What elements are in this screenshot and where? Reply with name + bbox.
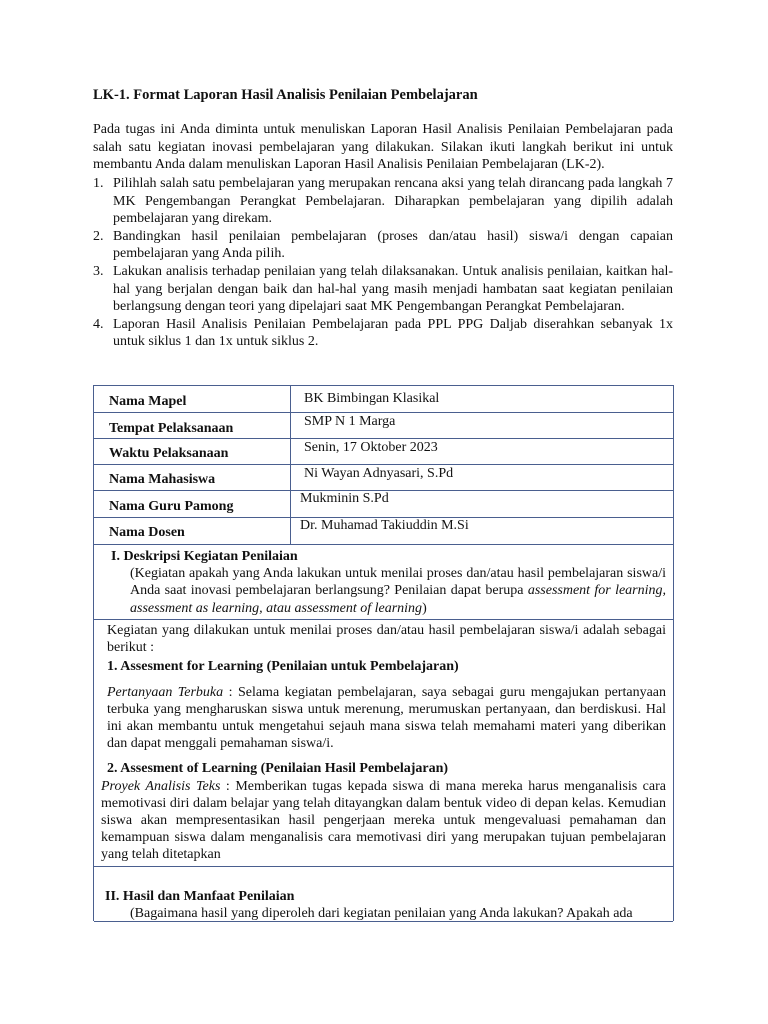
answer-intro: Kegiatan yang dilakukan untuk menilai proses dan/atau hasil pembelajaran siswa/i adalah sebagai berikut : xyxy=(107,623,666,656)
step-item xyxy=(93,263,673,316)
info-row-mahasiswa xyxy=(94,465,673,491)
info-value: SMP N 1 Marga xyxy=(304,414,396,429)
step-text: Pilihlah salah satu pembelajaran yang merupakan rencana aksi yang telah dirancang pada langkah 7 MK Pengembangan Perangkat Pembelajaran. Diharapkan pembelajaran yang dipilih adalah pembelajaran yang direkam. xyxy=(113,176,673,227)
info-label: Nama Dosen xyxy=(109,525,185,540)
section1-heading: I. Deskripsi Kegiatan Penilaian xyxy=(111,549,298,564)
step-number: 1. xyxy=(93,176,104,191)
assessment-for-learning-heading: 1. Assesment for Learning (Penilaian untuk Pembelajaran) xyxy=(107,659,459,675)
info-value: Ni Wayan Adnyasari, S.Pd xyxy=(304,466,454,481)
section1-answer-cell xyxy=(94,620,673,867)
steps-list xyxy=(93,175,673,351)
section2-cell xyxy=(94,867,673,922)
info-label: Nama Mahasiswa xyxy=(109,472,216,487)
step-item xyxy=(93,316,673,351)
section1-prompt: (Kegiatan apakah yang Anda lakukan untuk menilai proses dan/atau hasil pembelajaran siswa/i Anda saat inovasi pembelajaran berlangsung? Penilaian dapat berupa assessment for learning, assessment as learning, atau assessment of learning) xyxy=(130,566,667,616)
report-table xyxy=(93,385,674,921)
step-item xyxy=(93,175,673,228)
info-row-pamong xyxy=(94,491,673,518)
info-value: Dr. Muhamad Takiuddin M.Si xyxy=(300,518,469,533)
info-label: Tempat Pelaksanaan xyxy=(109,421,234,436)
section2-prompt: (Bagaimana hasil yang diperoleh dari kegiatan penilaian yang Anda lakukan? Apakah ada xyxy=(130,906,633,922)
info-value: BK Bimbingan Klasikal xyxy=(304,391,440,406)
assessment-of-learning-heading: 2. Assesment of Learning (Penilaian Hasil Pembelajaran) xyxy=(107,761,449,777)
info-label: Nama Guru Pamong xyxy=(109,499,234,514)
info-label: Waktu Pelaksanaan xyxy=(109,446,229,461)
section2-heading: II. Hasil dan Manfaat Penilaian xyxy=(105,889,295,904)
step-number: 2. xyxy=(93,228,104,244)
info-row-mapel xyxy=(94,386,673,413)
info-row-waktu xyxy=(94,439,673,465)
step-item xyxy=(93,228,673,263)
step-text: Bandingkan hasil penilaian pembelajaran (proses dan/atau hasil) siswa/i dengan capaian pembelajaran yang Anda pilih. xyxy=(113,228,673,262)
step-text: Laporan Hasil Analisis Penilaian Pembelajaran pada PPL PPG Daljab diserahkan sebanyak 1x untuk siklus 1 dan 1x untuk siklus 2. xyxy=(113,316,673,350)
info-value: Mukminin S.Pd xyxy=(300,491,389,506)
document-title: LK-1. Format Laporan Hasil Analisis Penilaian Pembelajaran xyxy=(93,87,478,103)
info-row-tempat xyxy=(94,413,673,439)
assessment-of-learning-text: Proyek Analisis Teks : Memberikan tugas kepada siswa di mana mereka harus menganalisis cara memotivasi diri dalam belajar yang telah ditayangkan dalam bentuk video di depan kelas. Kemudian siswa akan mempresentasikan hasil pengerjaan mereka untuk mengevaluasi pemahaman dan kemampuan siswa dalam menganalisis cara memotivasi diri yang merupakan tujuan pembelajaran yang telah ditetapkan xyxy=(101,778,666,863)
intro-paragraph: Pada tugas ini Anda diminta untuk menuliskan Laporan Hasil Analisis Penilaian Pembelajaran pada salah satu kegiatan inovasi pembelajaran yang dilakukan. Silakan ikuti langkah berikut ini untuk membantu Anda dalam menuliskan Laporan Hasil Analisis Penilaian Pembelajaran (LK-2). xyxy=(93,122,673,173)
step-number: 4. xyxy=(93,316,104,332)
assessment-for-learning-text: Pertanyaan Terbuka : Selama kegiatan pembelajaran, saya sebagai guru mengajukan pertanyaan terbuka yang mengharuskan siswa untuk merenung, merumuskan pertanyaan, dan berdiskusi. Hal ini akan membantu untuk mengetahui sejauh mana siswa telah memahami materi yang diberikan dan dapat menggali pemahaman siswa/i. xyxy=(107,684,666,752)
step-text: Lakukan analisis terhadap penilaian yang telah dilaksanakan. Untuk analisis penilaian, kaitkan hal-hal yang berjalan dengan baik dan hal-hal yang masih menjadi hambatan saat kegiatan penilaian berlangsung dengan teori yang dipelajari saat MK Pengembangan Perangkat Pembelajaran. xyxy=(113,263,673,315)
info-label: Nama Mapel xyxy=(109,394,187,409)
section1-prompt-cell xyxy=(94,545,673,620)
info-value: Senin, 17 Oktober 2023 xyxy=(304,440,438,455)
info-row-dosen xyxy=(94,518,673,545)
step-number: 3. xyxy=(93,263,104,279)
